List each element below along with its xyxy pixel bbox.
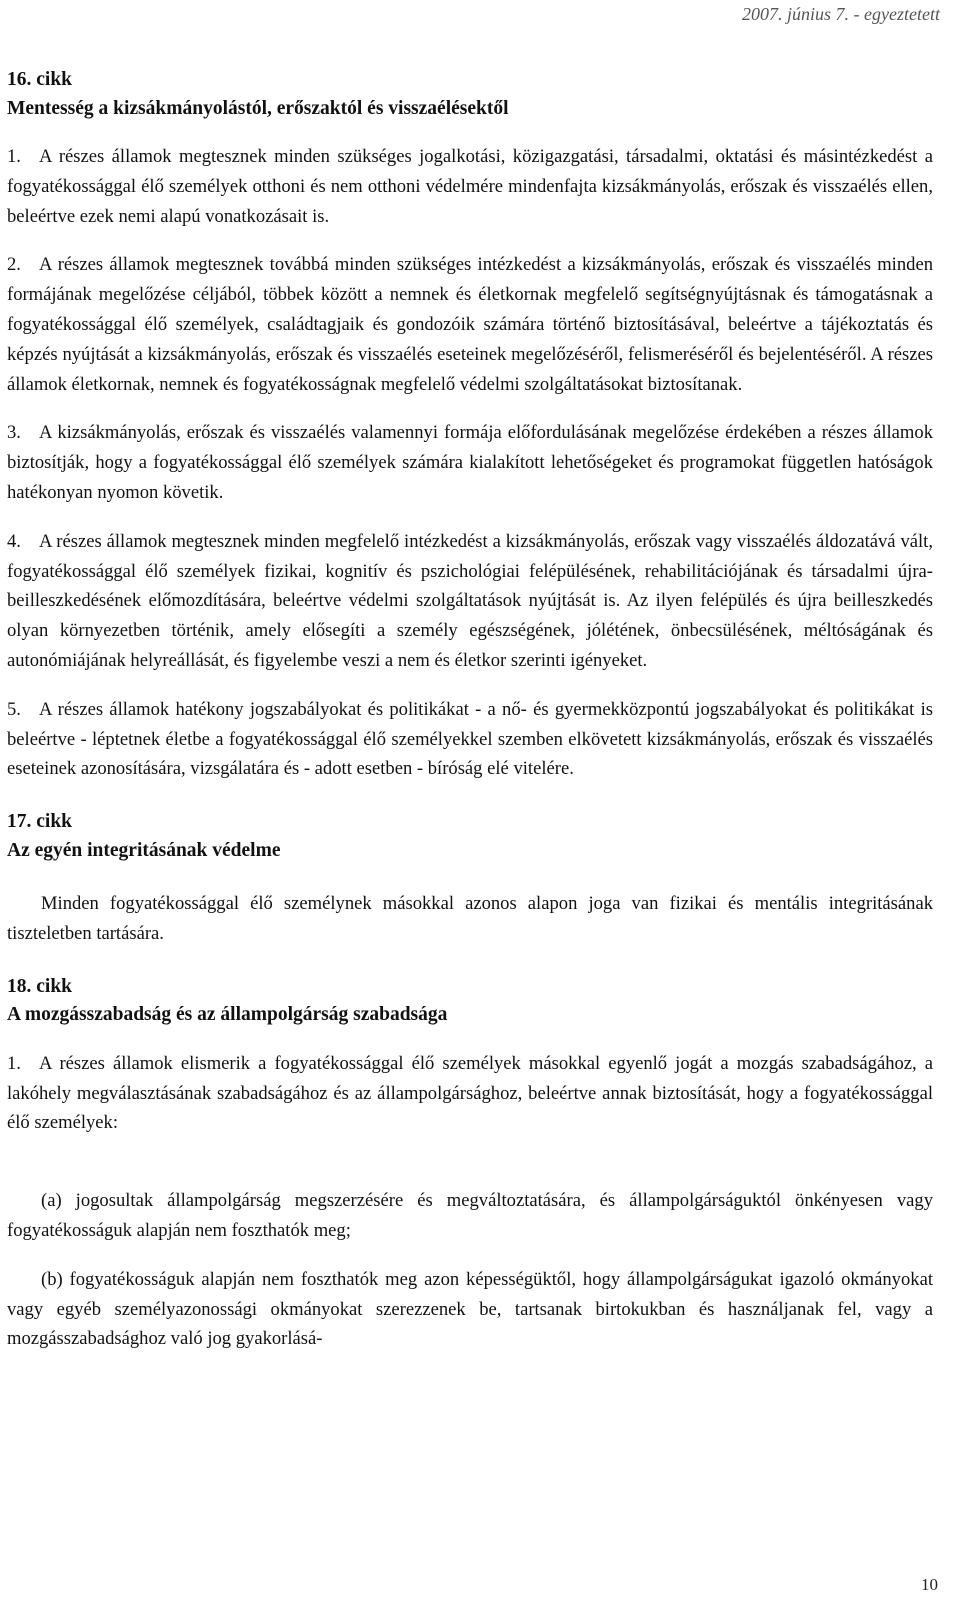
paragraph-number: 5. [7, 698, 21, 720]
paragraph-number: 1. [7, 146, 21, 167]
page-number: 10 [921, 1575, 938, 1594]
article-16-paragraph-3 [7, 418, 933, 507]
paragraph-number: 2. [7, 254, 21, 276]
article-16-paragraph-5 [7, 695, 933, 784]
article-16-paragraph-4 [7, 527, 933, 676]
article-17-number: 17. cikk [7, 811, 73, 833]
document-page [7, 66, 933, 1354]
paragraph-text: A részes államok hatékony jogszabályokat és politikákat - a nő- és gyermekközpontú jogszabályokat és politikákat is beleértve - léptetnek életbe a fogyatékossággal élő személyekkel szemben elkövetett kizsákmányolás, erőszak és visszaélés eseteinek azonosítására, vizsgálatára és - adott esetben - bíróság elé vitelére. [7, 698, 933, 780]
article-16-number: 16. cikk [7, 69, 73, 90]
article-17-text: Minden fogyatékossággal élő személynek másokkal azonos alapon joga van fizikai és mentális integritásának tiszteletben tartására. [7, 893, 933, 944]
paragraph-number: 3. [7, 422, 21, 444]
paragraph-number: 4. [7, 530, 21, 552]
article-17-title: Az egyén integritásának védelme [7, 839, 281, 861]
article-18-number: 18. cikk [7, 975, 73, 997]
article-18-item-a: (a) jogosultak állampolgárság megszerzésére és megváltoztatására, és állampolgárságuktól önkényesen vagy fogyatékosságuk alapján nem foszthatók meg; [7, 1190, 933, 1241]
paragraph-text: A részes államok megtesznek továbbá minden szükséges intézkedést a kizsákmányolás, erőszak és visszaélés minden formájának megelőzése céljából, többek között a nemnek és életkornak megfelelő segítségnyújtásnak és támogatásnak a fogyatékossággal élő személyek, családtagjaik és gondozóik számára történő biztosításával, beleértve a tájékoztatás és képzés nyújtását a kizsákmányolás, erőszak és visszaélés eseteinek megelőzéséről, felismeréséről és bejelentéséről. A részes államok életkornak, nemnek és fogyatékosságnak megfelelő védelmi szolgáltatásokat biztosítanak. [7, 254, 933, 395]
article-16-title: Mentesség a kizsákmányolástól, erőszaktól és visszaélésektől [7, 97, 509, 119]
header-date: 2007. június 7. - egyeztetett [742, 4, 940, 24]
paragraph-number: 1. [7, 1052, 21, 1074]
paragraph-text: A részes államok elismerik a fogyatékossággal élő személyek másokkal egyenlő jogát a mozgás szabadságához, a lakóhely megválasztásának szabadságához és az állampolgársághoz, beleértve annak biztosítását, hogy a fogyatékossággal élő személyek: [7, 1052, 933, 1134]
article-18-paragraph-1 [7, 1049, 933, 1138]
article-18-title: A mozgásszabadság és az állampolgárság szabadsága [7, 1004, 448, 1026]
paragraph-text: A kizsákmányolás, erőszak és visszaélés valamennyi formája előfordulásának megelőzése érdekében a részes államok biztosítják, hogy a fogyatékossággal élő személyek számára kialakított lehetőségeket és programokat független hatóságok hatékonyan nyomon követik. [7, 422, 933, 503]
article-16-paragraph-1 [7, 142, 933, 231]
article-16-paragraph-2 [7, 250, 933, 399]
paragraph-text: A részes államok megtesznek minden szükséges jogalkotási, közigazgatási, társadalmi, oktatási és másintézkedést a fogyatékossággal élő személyek otthoni és nem otthoni védelmére mindenfajta kizsákmányolás, erőszak és visszaélés ellen, beleértve ezek nemi alapú vonatkozásait is. [7, 146, 933, 227]
paragraph-text: A részes államok megtesznek minden megfelelő intézkedést a kizsákmányolás, erőszak vagy visszaélés áldozatává vált, fogyatékossággal élő személyek fizikai, kognitív és pszichológiai felépülésének, rehabilitációjának és társadalmi újra-beilleszkedésének előmozdítására, beleértve védelmi szolgáltatások nyújtását is. Az ilyen felépülés és újra beilleszkedés olyan környezetben történik, amely elősegíti a személy egészségének, jólétének, önbecsülésének, méltóságának és autonómiájának helyreállását, és figyelembe veszi a nem és életkor szerinti igényeket. [7, 530, 933, 671]
article-18-item-b: (b) fogyatékosságuk alapján nem foszthatók meg azon képességüktől, hogy állampolgárságukat igazoló okmányokat vagy egyéb személyazonossági okmányokat szerezzenek be, tartsanak birtokukban és használjanak fel, vagy a mozgásszabadsághoz való jog gyakorlásá- [7, 1268, 933, 1350]
